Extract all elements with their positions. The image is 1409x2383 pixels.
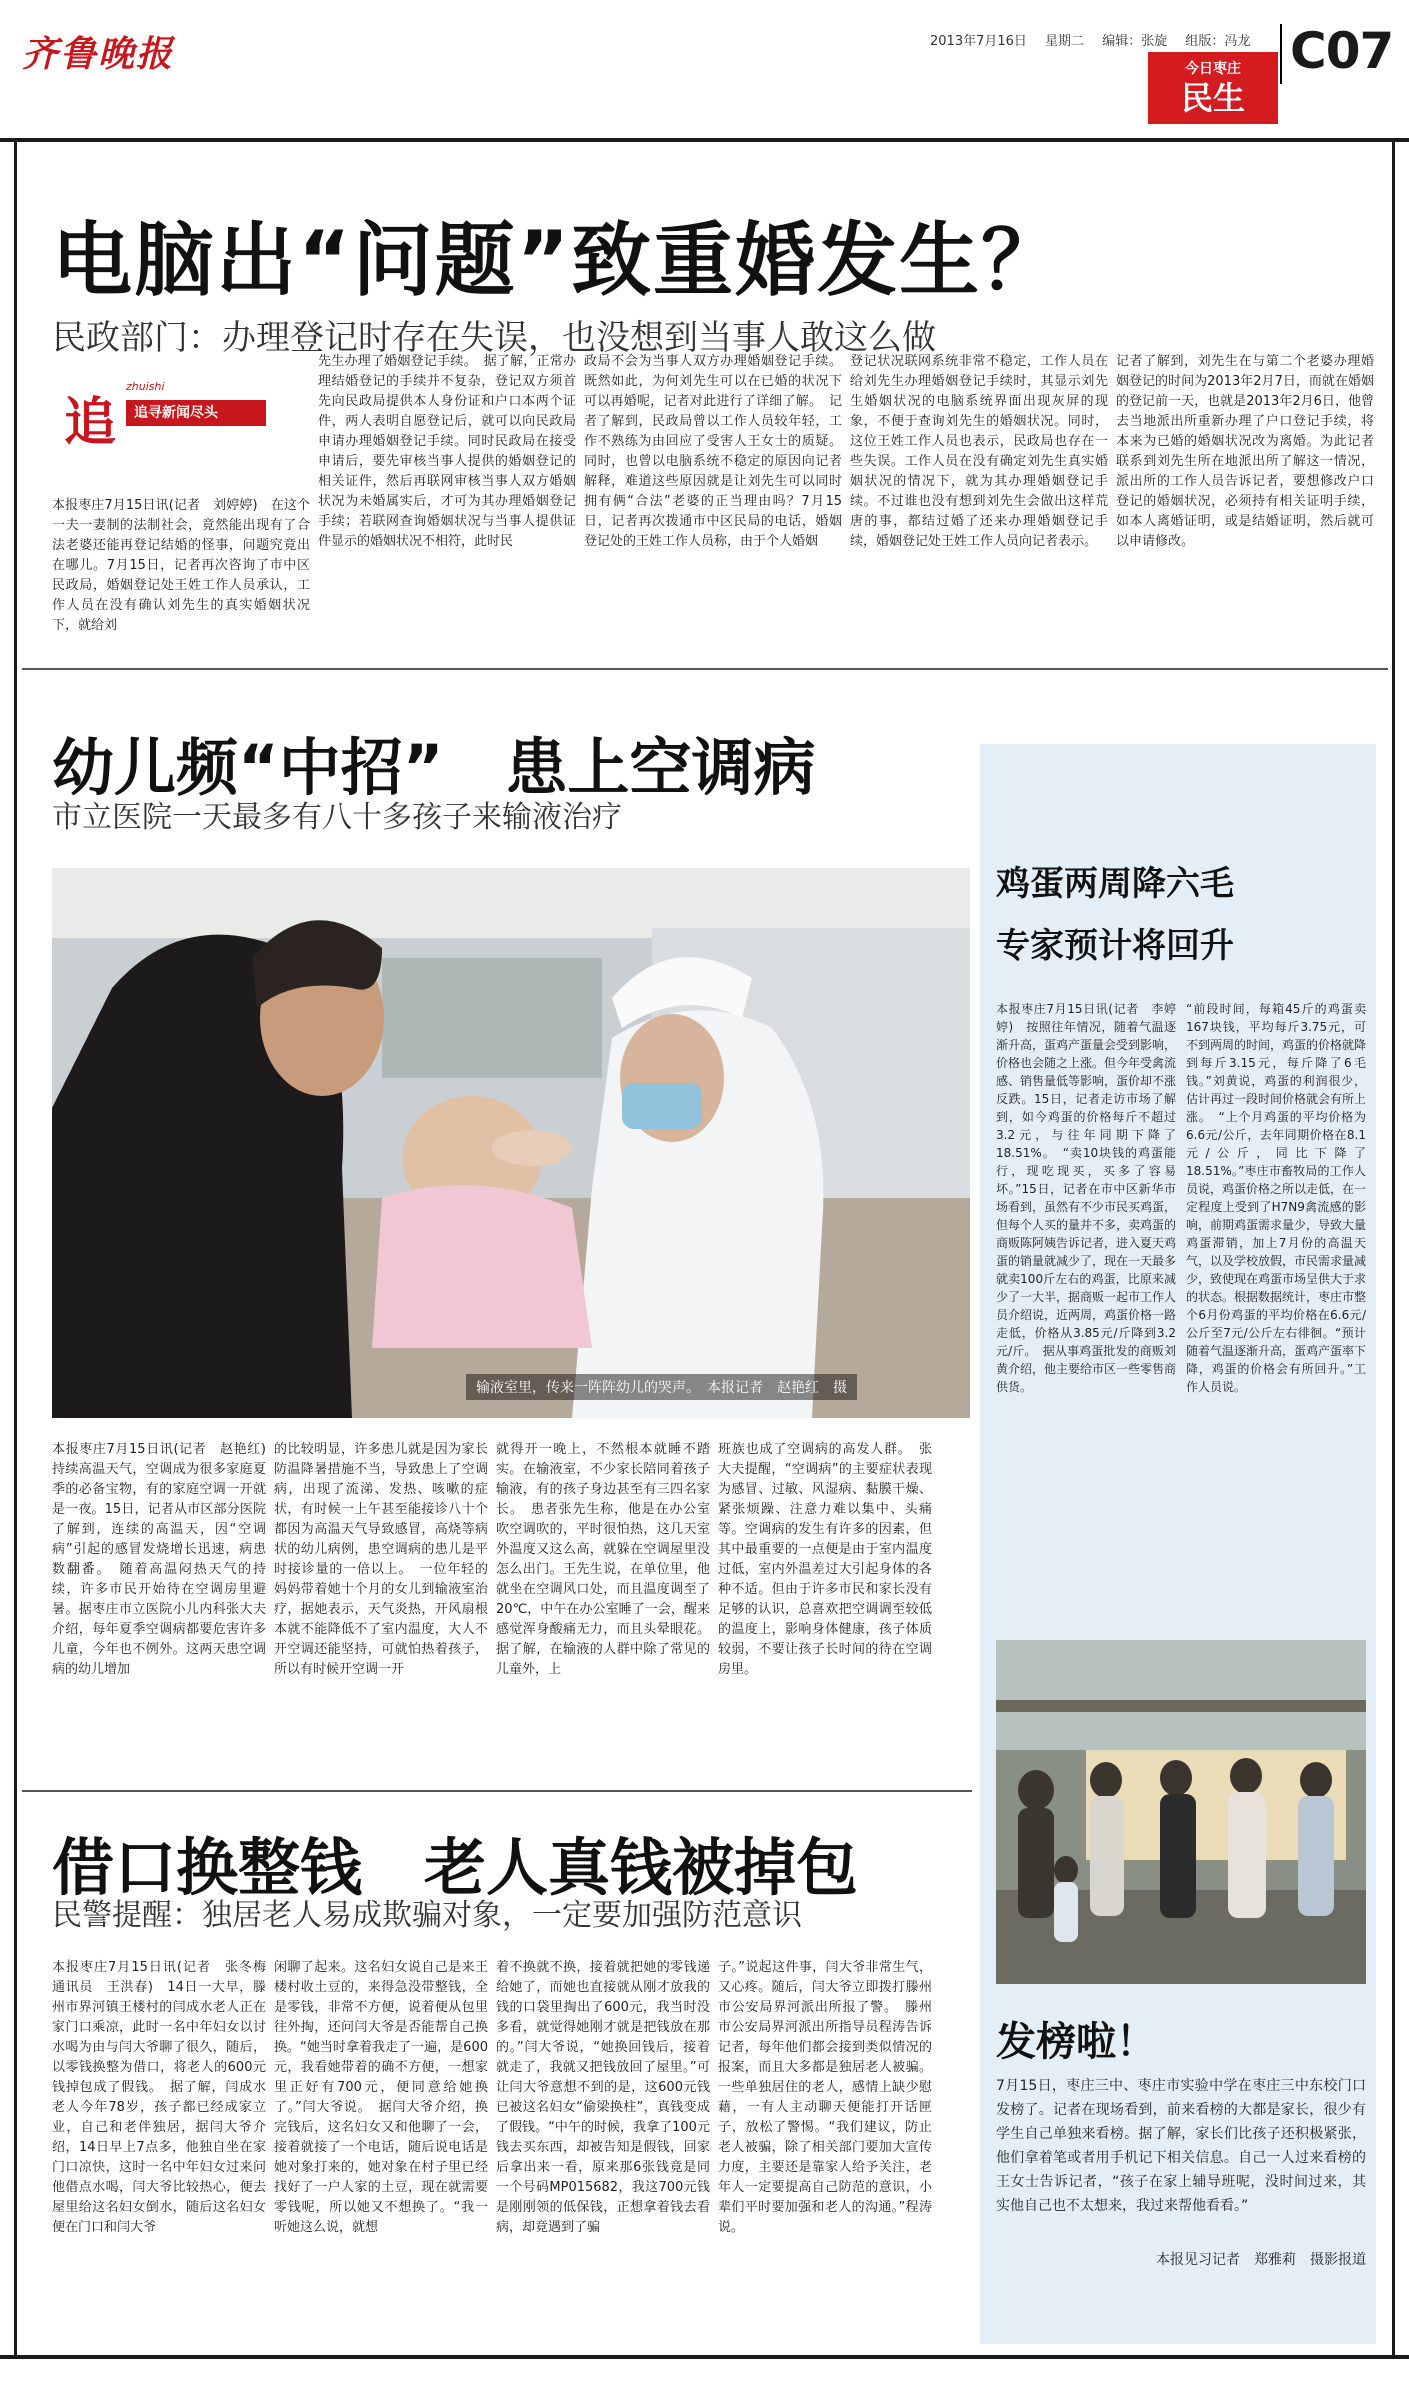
article1-col-4: 登记状况联网系统非常不稳定，工作人员在给刘先生办理婚姻登记手续时，其显示刘先生婚姻状况的电脑系统界面出现灰屏的现象，不便于查询刘先生的婚姻状况。同时，这位王姓工作人员也表示，民政局也存在一些失误。工作人员在没有确定刘先生真实婚姻状况的情况下，就为其办理婚姻登记手续。不过谁也没有想到刘先生会做出这样荒唐的事，都结过婚了还来办理婚姻登记手续，婚姻登记处王姓工作人员向记者表示。 [850,354,1108,549]
infusion-room-photo [52,868,970,1418]
article1-col-3: 政局不会为当事人双方办理婚姻登记手续。既然如此，为何刘先生可以在已婚的状况下可以再婚呢，记者对此进行了详细了解。 记者了解到，民政局曾以工作人员较年轻，工作不熟练为由回应了受害人王女士的质疑。同时，也曾以电脑系统不稳定的原因向记者解释，难道这些原因就是让刘先生可以同时拥有俩“合法”老婆的正当理由吗？7月15日，记者再次拨通市中区民局的电话，婚姻登记处的王姓工作人员称，由于个人婚姻 [584,354,842,549]
egg-col-1: 本报枣庄7月15日讯(记者 李婷婷) 按照往年情况，随着气温逐渐升高，蛋鸡产蛋量会受到影响，价格也会随之上涨。但今年受禽流感、销售量低等影响，蛋价却不涨反跌。15日，记者走访市场了解到，如今鸡蛋的价格每斤不超过3.2元，与往年同期下降了18.51%。 “卖10块钱的鸡蛋能行，现吃现买，买多了容易坏。”15日，记者在市中区新华市场看到，虽然有不少市民买鸡蛋，但每个人买的量并不多，卖鸡蛋的商贩陈阿姨告诉记者，进入夏天鸡蛋的销量就减少了，现在一天最多就卖100斤左右的鸡蛋，比原来减少了一大半，据商贩一起市工作人员介绍说，近两周，鸡蛋价格一路走低，价格从3.85元/斤降到3.2元/斤。 据从事鸡蛋批发的商贩刘黄介绍，他主要给市区一些零售商供货。 [996,1002,1176,1394]
article2-headline: 幼儿频“中招” 患上空调病 [52,731,816,804]
exam-results-photo [996,1640,1366,1984]
article1-subhead: 民政部门：办理登记时存在失误，也没想到当事人敢这么做 [52,318,936,358]
frame-bottom [0,2355,1409,2359]
article1-col-5: 记者了解到，刘先生在与第二个老婆办理婚姻登记的时间为2013年2月7日，而就在婚姻的登记前一天，也就是2013年2月6日，他曾去当地派出所重新办理了户口登记手续，将本来为已婚的婚姻状况改为离婚。为此记者联系到刘先生所在地派出所了解这一情况，派出所的工作人员告诉记者，要想修改户口登记的婚姻状况，必须持有相关证明手续，如本人离婚证明，或是结婚证明，然后就可以申请修改。 [1116,354,1374,549]
editor-credit: 编辑：张旋 [1102,34,1168,49]
article2-col-2: 的比较明显，许多患儿就是因为家长防温降暑措施不当，导致患上了空调病，出现了流涕、发热、咳嗽的症状，有时候一上午甚至能接诊八十个都因为高温天气导致感冒，高烧等病状的幼儿病例，患空调病的患儿是平时接诊量的一倍以上。 一位年轻的妈妈带着她十个月的女儿到输液室治疗，据她表示，天气炎热，开风扇根本就不能降低不了室内温度，大人不开空调还能坚持，可就怕热着孩子，所以有时候开空调一开 [274,1442,488,1677]
exam-results-credit: 本报见习记者 郑雅莉 摄影报道 [1156,2252,1366,2268]
issue-date: 2013年7月16日 [930,34,1027,49]
article3-col-3: 着不换就不换，接着就把她的零钱递给她了，而她也直接就从刚才放我的钱的口袋里掏出了600元，我当时没多看，就觉得她刚才就是把钱放在那的。”闫大爷说，“她换回钱后，接着就走了，我就又把钱放回了屋里。”可让闫大爷意想不到的是，这600元钱已被这名妇女“偷梁换柱”，真钱变成了假钱。“中午的时候，我拿了100元钱去买东西，却被告知是假钱，回家后拿出来一看，原来那6张钱竟是同一个号码MP015682，我这700元钱是刚刚领的低保钱，正想拿着钱去看病，却竟遇到了骗 [496,1960,710,2235]
frame-left [14,138,17,2358]
masthead-divider [1280,24,1282,84]
article3-headline: 借口换整钱 老人真钱被掉包 [52,1831,859,1904]
egg-col-2: “前段时间，每箱45斤的鸡蛋卖167块钱，平均每斤3.75元，可不到两周的时间，鸡蛋的价格就降到每斤3.15元，每斤降了6毛钱。”刘黄说，鸡蛋的利润很少，估计再过一段时间价格就会有所上涨。 “上个月鸡蛋的平均价格为6.6元/公斤，去年同期价格在8.1元/公斤，同比下降了18.51%。”枣庄市畜牧局的工作人员说，鸡蛋价格之所以走低，在一定程度上受到了H7N9禽流感的影响，前期鸡蛋需求量少，导致大量鸡蛋滞销，加上7月份的高温天气，以及学校放假，市民需求量减少，致使现在鸡蛋市场呈供大于求的状态。根据数据统计，枣庄市整个6月份鸡蛋的平均价格在6.6元/公斤至7元/公斤左右徘徊。“预计随着气温逐渐升高，蛋鸡产蛋率下降，鸡蛋的价格会有所回升。”工作人员说。 [1186,1002,1366,1394]
article3-col-4: 子。”说起这件事，闫大爷非常生气，又心疼。随后，闫大爷立即拨打滕州市公安局界河派出所报了警。 滕州市公安局界河派出所指导员程涛告诉记者，每年他们都会接到类似情况的报案，而且大多都是独居老人被骗。一些单独居住的老人，感情上缺少慰藉，一有人主动聊天便能打开话匣子，放松了警惕。“我们建议，防止老人被骗，除了相关部门要加大宣传力度，主要还是靠家人给予关注，老年人一定要提高自己防范的意识，小辈们平时要加强和老人的沟通。”程涛说。 [718,1960,932,2235]
frame-right [1392,138,1395,2358]
article2-col-4: 班族也成了空调病的高发人群。 张大夫提醒，“空调病”的主要症状表现为感冒、过敏、风湿病、黏膜干燥、紧张烦躁、注意力难以集中、头痛等。空调病的发生有许多的因素，但其中最重要的一点便是由于室内温度过低，室内外温差过大引起身体的各种不适。但由于许多市民和家长没有足够的认识，总喜欢把空调调至较低的温度上，影响身体健康，孩子体质较弱，不要让孩子长时间的待在空调房里。 [718,1442,932,1677]
article1-col-1: 本报枣庄7月15日讯(记者 刘婷婷) 在这个一夫一妻制的法制社会，竟然能出现有了合法老婆还能再登记结婚的怪事，问题究竟出在哪儿。7月15日，记者再次咨询了市中区民政局，婚姻登记处王姓工作人员承认，工作人员在没有确认刘先生的真实婚姻状况下，就给刘 [52,498,310,633]
exam-results-headline: 发榜啦！ [996,2019,1156,2065]
exam-results-text: 7月15日，枣庄三中、枣庄市实验中学在枣庄三中东校门口发榜了。记者在现场看到，前来看榜的大都是家长，很少有学生自己单独来看榜。据了解，家长们比孩子还积极紧张，他们拿着笔或者用手机记下相关信息。自己一人过来看榜的王女士告诉记者，“孩子在家上辅导班呢，没时间过来，其实他自己也不太想来，我过来帮他看看。” [996,2078,1366,2214]
issue-meta [930,30,1264,49]
masthead [0,0,1409,140]
page-number: C07 [1290,22,1394,80]
article1-col-2: 先生办理了婚姻登记手续。 据了解，正常办理结婚登记的手续并不复杂，登记双方须首先向民政局提供本人身份证和户口本两个证件，两人表明自愿登记后，就可以向民政局申请办理婚姻登记手续。同时民政局在接受申请后，要先审核当事人提供的婚姻登记的相关证件，然后再联网审核当事人双方婚姻状况为未婚属实后，才可为其办理婚姻登记手续；若联网查询婚姻状况与当事人提供证件显示的婚姻状况不相符，此时民 [318,354,576,549]
issue-weekday: 星期二 [1045,34,1085,49]
badge-label: 追寻新闻尽头 [126,400,266,426]
article1-headline: 电脑出“问题”致重婚发生？ [52,214,1064,307]
badge-pinyin: zhuishi [126,380,165,393]
top-rule [0,138,1409,142]
article2-subhead: 市立医院一天最多有八十多孩子来输液治疗 [52,800,622,835]
layout-credit: 组版：冯龙 [1185,34,1251,49]
section-divider-2 [22,1790,972,1792]
article3-col-2: 闲聊了起来。这名妇女说自己是来王楼村收土豆的，来得急没带整钱，全是零钱，非常不方便，说着便从包里往外掏，还问闫大爷是否能帮自己换换。“她当时拿着我走了一遍，是600元，我看她带着的确不方便，一想家里正好有700元，便同意给她换了。”闫大爷说。 据闫大爷介绍，换完钱后，这名妇女又和他聊了一会，接着就接了一个电话，随后说电话是她对象打来的，她对象在村子里已经找好了一户人家的土豆，现在就需要零钱呢，所以她又不想换了。“我一听她这么说，就想 [274,1960,488,2235]
photo-caption: 输液室里，传来一阵阵幼儿的哭声。 本报记者 赵艳红 摄 [466,1374,857,1400]
article3-col-1: 本报枣庄7月15日讯(记者 张冬梅 通讯员 王洪春) 14日一大早，滕州市界河镇王楼村的闫成水老人正在家门口乘凉，此时一名中年妇女以讨水喝为由与闫大爷聊了很久，随后，以零钱换整为借口，将老人的600元钱掉包成了假钱。 据了解，闫成水老人今年78岁，孩子都已经成家立业，自己和老伴独居，据闫大爷介绍，14日早上7点多，他独自坐在家门口凉快，这时一名中年妇女过来问他借点水喝，闫大爷比较热心，便去屋里给这名妇女倒水，随后这名妇女便在门口和闫大爷 [52,1960,266,2235]
section-label [1148,52,1278,124]
article2-col-1: 本报枣庄7月15日讯(记者 赵艳红) 持续高温天气，空调成为很多家庭夏季的必备宝物，有的家庭空调一开就是一夜。15日，记者从市区部分医院了解到，连续的高温天，因“空调病”引起的感冒发烧增长迅速，病患数翻番。 随着高温闷热天气的持续，许多市民开始待在空调房里避暑。据枣庄市立医院小儿内科张大夫介绍，每年夏季空调病都要危害许多儿童，今年也不例外。这两天患空调病的幼儿增加 [52,1442,266,1677]
section-divider [22,668,1388,670]
egg-headline-1: 鸡蛋两周降六毛 [996,864,1234,904]
article3-subhead: 民警提醒：独居老人易成欺骗对象，一定要加强防范意识 [52,1898,802,1933]
egg-headline-2: 专家预计将回升 [996,926,1234,966]
newspaper-logo: 齐鲁晚报 [22,33,175,75]
section-big: 民生 [1180,79,1245,117]
article2-col-3: 就得开一晚上，不然根本就睡不踏实。在输液室，不少家长陪同着孩子输液，有的孩子身边甚至有三四名家长。 患者张先生称，他是在办公室吹空调吹的，平时很怕热，这几天室外温度又这么高，就躲在空调屋里没怎么出门。王先生说，在单位里，他就坐在空调风口处，而且温度调至了20℃，中午在办公室睡了一会，醒来感觉浑身酸痛无力，而且头晕眼花。据了解，在输液的人群中除了常见的儿童外，上 [496,1442,710,1677]
section-small: 今日枣庄 [1185,61,1241,77]
badge-char: 追 [64,392,117,453]
follow-up-badge [64,380,284,453]
